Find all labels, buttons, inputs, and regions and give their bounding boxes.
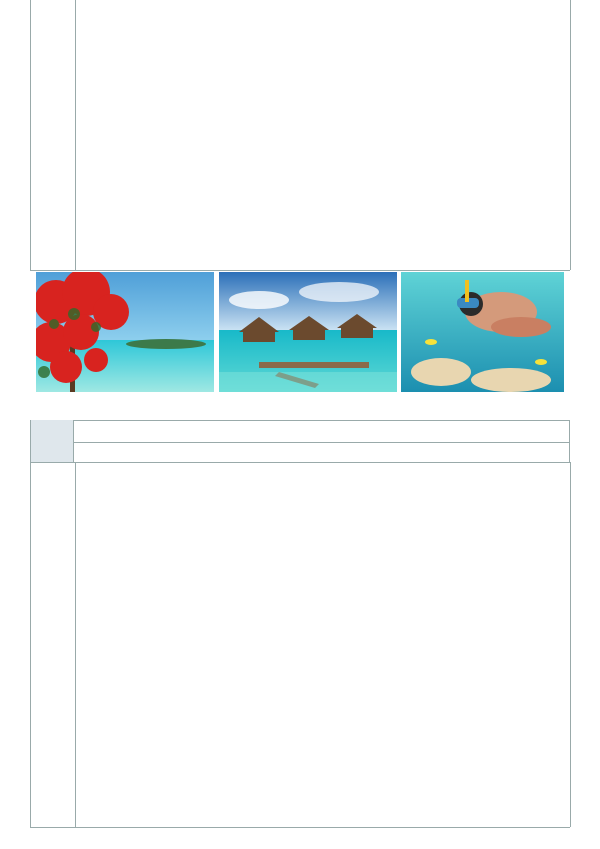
top-itinerary-cell — [74, 0, 571, 270]
water-villa-photo — [219, 272, 397, 392]
itinerary-cell — [74, 462, 571, 827]
meals-row — [30, 420, 570, 442]
stay-row — [30, 442, 570, 462]
stay-label — [30, 442, 74, 462]
meals-label — [30, 420, 74, 442]
itinerary-label — [30, 462, 76, 827]
snorkeling-photo — [401, 272, 564, 392]
flamboyant-tree-photo — [36, 272, 214, 392]
top-label-column — [30, 0, 76, 270]
